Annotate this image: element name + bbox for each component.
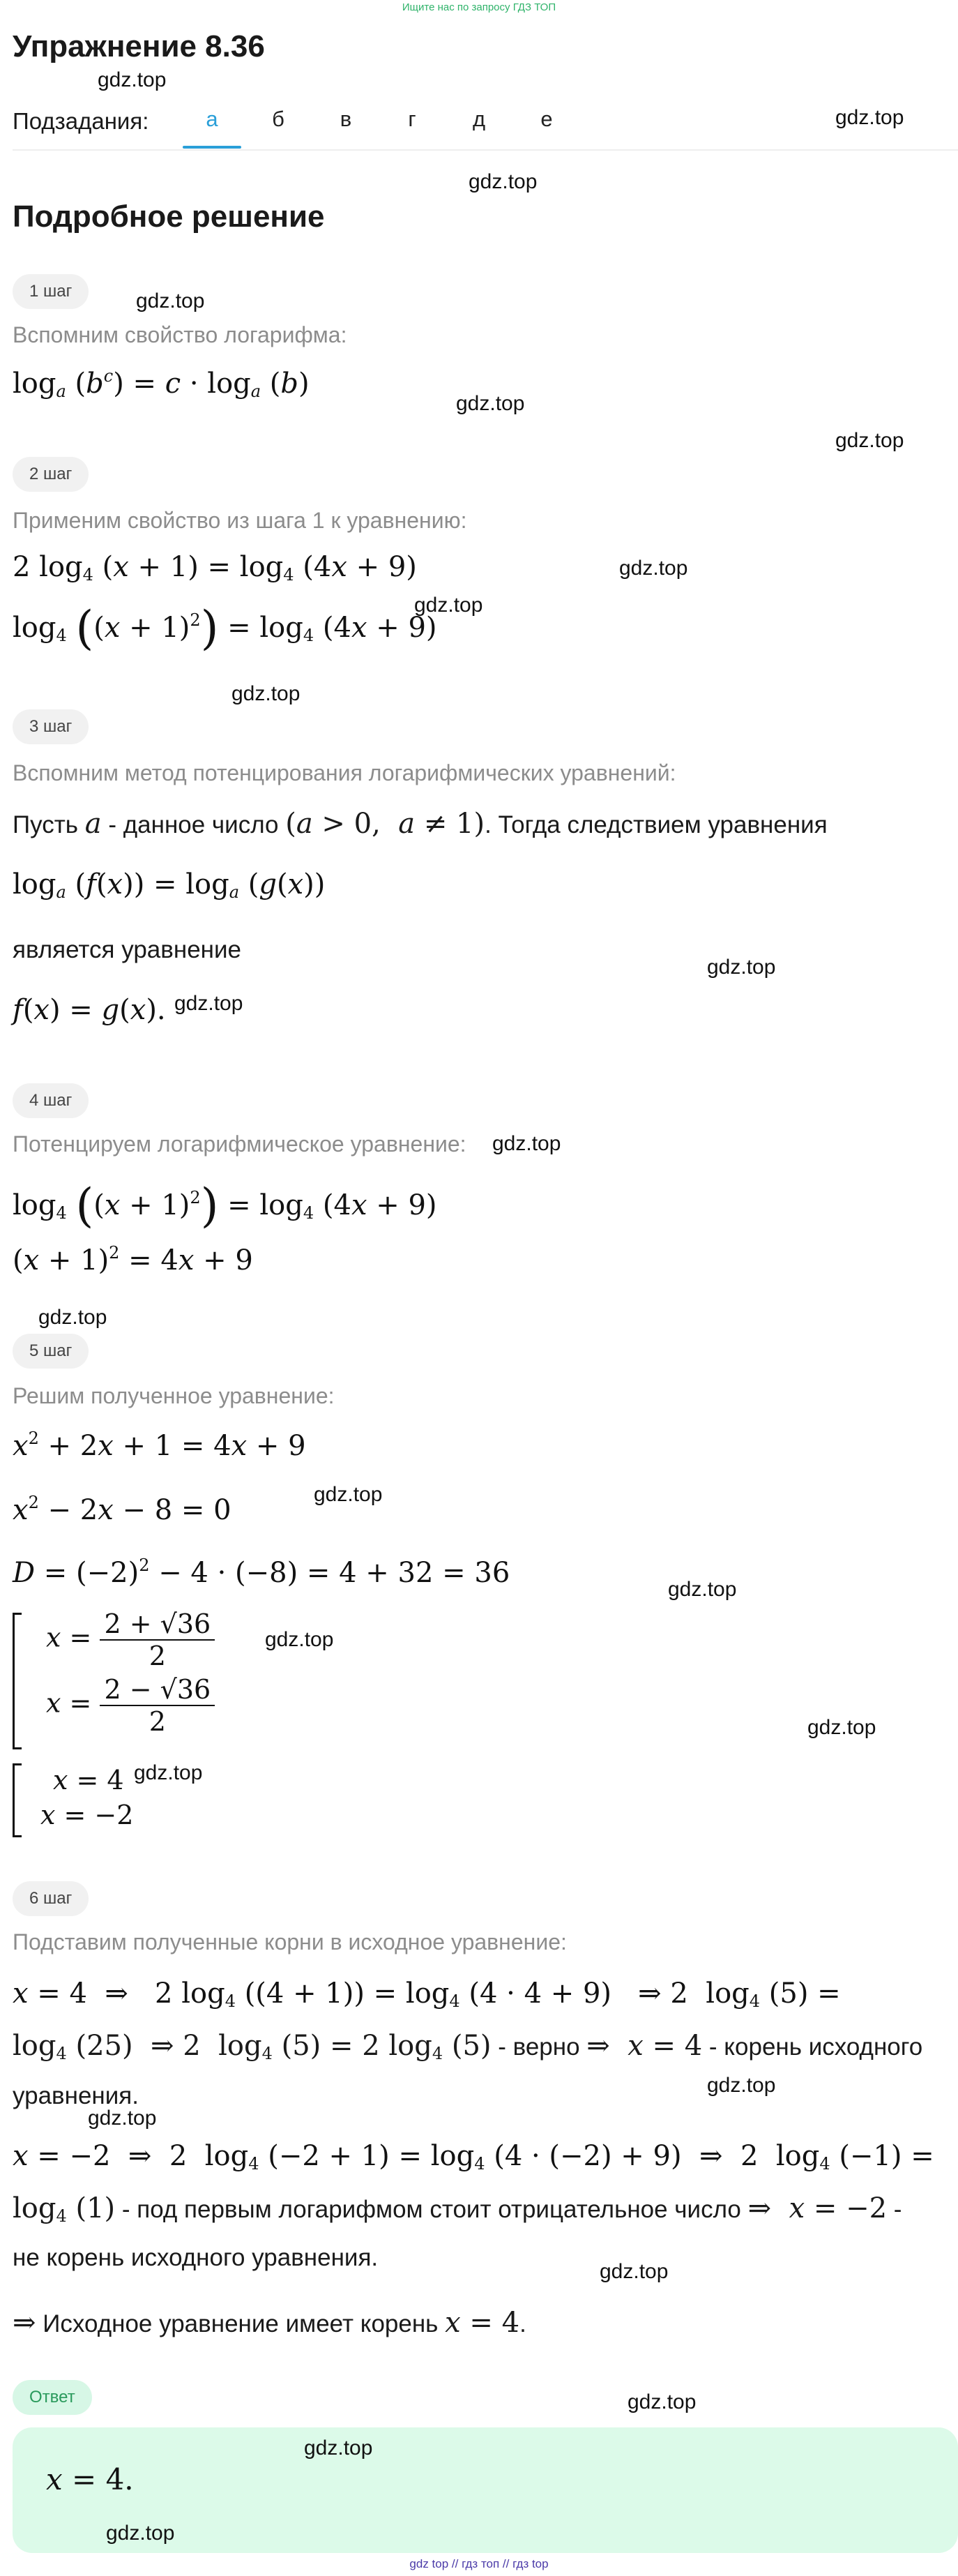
tab-v[interactable]: в — [340, 107, 352, 131]
check-x-2-line3: не корень исходного уравнения. — [13, 2244, 379, 2271]
tab-b[interactable]: б — [272, 107, 284, 131]
watermark: gdz.top — [600, 2260, 669, 2283]
watermark: gdz.top — [707, 2074, 776, 2097]
watermark: gdz.top — [668, 1578, 737, 1601]
text: - верно — [491, 2033, 587, 2061]
equation-rewritten: $\log_4 ((x + 1)^2) = \log_4 (4x + 9)$ — [13, 601, 437, 655]
watermark: gdz.top — [98, 68, 167, 91]
subtasks-label: Подзадания: — [13, 108, 149, 134]
step-1-description: Вспомним свойство логарифма: — [13, 322, 347, 347]
watermark: gdz.top — [314, 1483, 383, 1506]
active-tab-indicator — [183, 146, 241, 149]
consequence-text: является уравнение — [13, 936, 242, 963]
step-3-badge: 3 шаг — [13, 709, 89, 744]
step-4-badge: 4 шаг — [13, 1083, 89, 1118]
discriminant: $D = (-2)^2 - 4 \cdot (-8) = 4 + 32 = 36$ — [13, 1556, 510, 1589]
page-title: Упражнение 8.36 — [13, 29, 265, 63]
text: Пусть — [13, 811, 85, 838]
tabs-divider — [13, 149, 958, 151]
watermark: gdz.top — [707, 956, 776, 979]
equation-potentiate-start: $\log_4 ((x + 1)^2) = \log_4 (4x + 9)$ — [13, 1179, 437, 1233]
check-x4-line2: $\log_4 (25)$ ⇒ 2 $\log_4 (5) = 2$ $\log_4 (5)$ - верно ⇒ x = 4 - корень исходного — [13, 2030, 923, 2063]
root-formula-plus: x = $\frac{2 + √36}{2}$ — [46, 1609, 215, 1671]
step-6-badge: 6 шаг — [13, 1881, 89, 1916]
tab-a[interactable]: а — [206, 107, 218, 131]
check-x-2-line2: $\log_4 (1)$ - под первым логарифмом стоит отрицательное число ⇒ x = −2 - — [13, 2192, 902, 2226]
tab-g[interactable]: г — [408, 107, 416, 131]
step-2-description: Применим свойство из шага 1 к уравнению: — [13, 508, 467, 533]
watermark: gdz.top — [304, 2436, 373, 2460]
solution-set-bracket — [13, 1613, 22, 1749]
watermark: gdz.top — [807, 1716, 876, 1739]
watermark: gdz.top — [88, 2107, 157, 2130]
watermark: gdz.top — [492, 1132, 561, 1155]
text: - данное число — [101, 811, 286, 838]
answer-badge: Ответ — [13, 2380, 92, 2415]
check-x4-line3: уравнения. — [13, 2082, 139, 2109]
tab-d[interactable]: д — [472, 107, 486, 131]
log-equality: $\log_a (f(x)) = \log_a (g(x))$ — [13, 868, 326, 902]
text: Исходное уравнение имеет корень — [36, 2310, 446, 2337]
quadratic-equation: $x^2 - 2x - 8 = 0$ — [13, 1493, 231, 1526]
watermark: gdz.top — [414, 594, 483, 617]
watermark: gdz.top — [38, 1306, 107, 1329]
text: - корень исходного — [702, 2033, 923, 2061]
step-6-description: Подставим полученные корни в исходное уравнение: — [13, 1929, 567, 1954]
footer: gdz top // гдз топ // гдз top — [409, 2557, 549, 2570]
step-5-badge: 5 шаг — [13, 1334, 89, 1369]
equation-original: 2 $\log_4 (x + 1) = \log_4 (4x + 9)$ — [13, 551, 417, 585]
log-power-property: $\log_a (b^c) = c \cdot \log_a (b)$ — [13, 366, 310, 401]
check-x-2-line1: x = −2 ⇒ 2 $\log_4 (-2 + 1) = \log_4 (4 \cdot (-2) + 9)$ ⇒ 2 $\log_4 (-1)$ = — [13, 2140, 934, 2174]
watermark: gdz.top — [265, 1628, 334, 1651]
watermark: gdz.top — [628, 2390, 697, 2413]
watermark: gdz.top — [106, 2522, 175, 2545]
tab-e[interactable]: е — [540, 107, 553, 131]
answer-value: x = 4. — [46, 2462, 134, 2496]
watermark: gdz.top — [835, 106, 904, 129]
step-4-description: Потенцируем логарифмическое уравнение: — [13, 1131, 466, 1157]
watermark: gdz.top — [456, 392, 525, 415]
watermark: gdz.top — [134, 1761, 203, 1784]
expanded-equation: $x^2 + 2x + 1 = 4x + 9$ — [13, 1429, 306, 1462]
roots-bracket — [13, 1763, 22, 1837]
text: - под первым логарифмом стоит отрицательное число — [115, 2196, 748, 2223]
equation-potentiated: $(x + 1)^2 = 4x + 9$ — [13, 1243, 253, 1276]
watermark: gdz.top — [469, 170, 538, 193]
watermark: gdz.top — [619, 557, 688, 580]
step-3-condition: Пусть a - данное число (a > 0, a ≠ 1). Тогда следствием уравнения — [13, 808, 828, 840]
function-equality: f(x) = g(x). — [13, 994, 166, 1026]
root-x-4: x = 4 — [53, 1765, 124, 1795]
conclusion: ⇒ Исходное уравнение имеет корень x = 4. — [13, 2307, 526, 2339]
step-1-badge: 1 шаг — [13, 274, 89, 309]
watermark: gdz.top — [835, 429, 904, 452]
root-formula-minus: x = $\frac{2 - √36}{2}$ — [46, 1674, 215, 1737]
check-x4-line1: x = 4 ⇒ 2 $\log_4 ((4 + 1)) = \log_4 (4 \cdot 4 + 9)$ ⇒ 2 $\log_4 (5)$ = — [13, 1978, 841, 2011]
text: . Тогда следствием уравнения — [485, 811, 828, 838]
step-5-description: Решим полученное уравнение: — [13, 1383, 335, 1408]
top-banner[interactable]: Ищите нас по запросу ГДЗ ТОП — [402, 1, 556, 13]
watermark: gdz.top — [231, 682, 301, 705]
watermark: gdz.top — [136, 289, 205, 312]
watermark: gdz.top — [174, 992, 243, 1015]
section-title: Подробное решение — [13, 199, 325, 234]
step-2-badge: 2 шаг — [13, 457, 89, 492]
step-3-description: Вспомним метод потенцирования логарифмических уравнений: — [13, 760, 676, 785]
root-x-minus-2: x = −2 — [40, 1800, 134, 1830]
